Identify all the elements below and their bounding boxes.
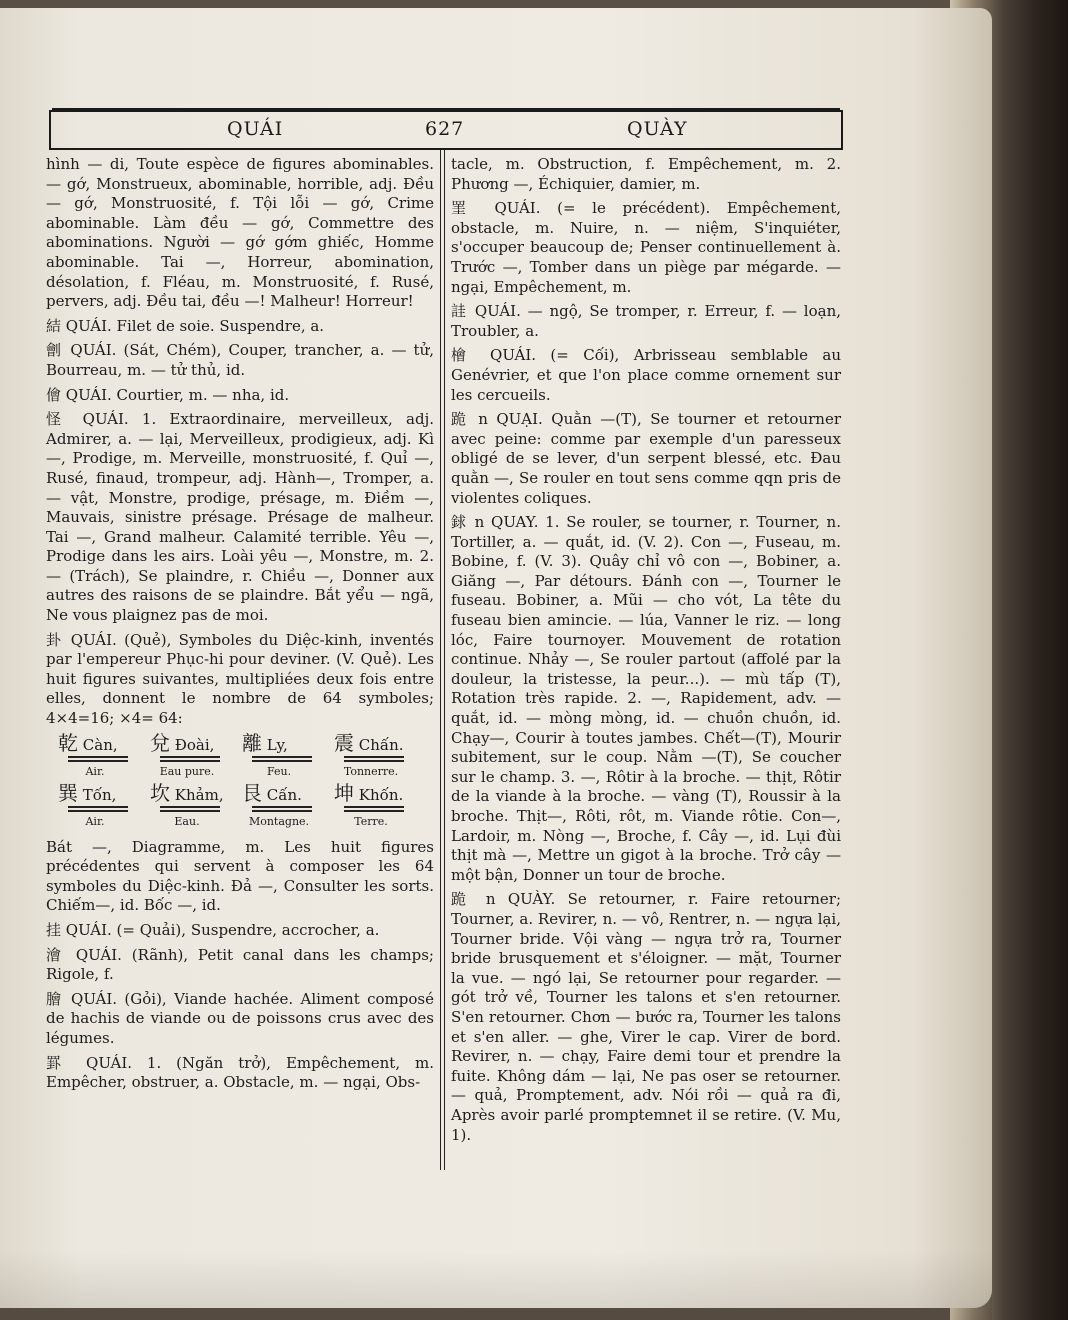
entry-paragraph: 劊 QUÁI. (Sát, Chém), Couper, trancher, a. — tử, Bourreau, m. — tử thủ, id. [46,341,434,379]
trigram-label [238,780,330,806]
trigram-name: Đoài, [174,735,215,754]
trigram-label [54,730,146,756]
trigram-cell [146,730,238,784]
trigram-meaning: Terre. [354,815,388,829]
entry-paragraph: 銶 n QUAY. 1. Se rouler, se tourner, r. Tourner, n. Tortiller, a. — quắt, id. (V. 2). Con —, Fuseau, m. Bobine, f. (V. 3). Quây chỉ vô con —, Bobiner, a. Giăng —, Par détours. Đánh con —, Tourner le fuseau. Bobiner, a. Mũi — cho vót, La tête du fuseau bien amincie. — lúa, Vanner le riz. — long lóc, Faire tournoyer. Mouvement de rotation continue. Nhảy —, Se rouler partout (affolé par la douleur, la tristesse, la peur...). — mù tấp (T), Rotation très rapide. 2. —, Rapidement, adv. — quắt, id. — mòng mòng, id. — chuồn chuồn, id. Chạy—, Courir à toutes jambes. Chết—(T), Mourir subitement, sur le coup. Nằm —(T), Se coucher sur le champ. 3. —, Rôtir à la broche. — thịt, Rôtir de la viande à la broche. — vàng (T), Roussir à la broche. Thịt—, Rôti, rôt, m. Viande rôtie. Con—, Lardoir, m. Nòng —, Broche, f. Cây —, id. Lụi đùi thịt mà —, Mettre un gigot à la broche. Trở cây — một bận, Donner un tour de broche. [451,513,841,884]
entry-paragraph: 罣 QUÁI. (= le précédent). Empêchement, obstacle, m. Nuire, n. — niệm, S'inquiéter, s'occuper beaucoup de; Penser continuellement à. Trước —, Tomber dans un piège par mégarde. — ngại, Empêchement, m. [451,199,841,296]
page-shadow [0,1250,992,1320]
trigram-label [238,730,330,756]
trigram-label [330,730,422,756]
trigram-cell [54,780,146,834]
entry-paragraph: 挂 QUÁI. (= Quải), Suspendre, accrocher, a. [46,921,380,939]
trigram-cell [146,780,238,834]
trigram-name: Chấn. [358,735,404,754]
entry-paragraph: 檜 QUÁI. (= Cối), Arbrisseau semblable au Genévrier, et que l'on place comme ornement sur les cercueils. [451,346,841,404]
entry-paragraph: 澮 QUÁI. (Rãnh), Petit canal dans les champs; Rigole, f. [46,945,434,984]
trigram-meaning: Tonnerre. [343,765,399,779]
trigram-han: 坎 [150,780,170,805]
trigram-meaning: Eau. [174,815,200,829]
trigram-table [54,730,424,834]
trigram-name: Ly, [266,735,288,754]
trigram-cell [238,780,330,834]
entry-paragraph: 跪 n QUÀY. Se retourner, r. Faire retourner; Tourner, a. Revirer, n. — vô, Rentrer, n. — ngựa lại, Tourner bride. Vội vàng — ngựa trở ra, Tourner bride brusquement et s'éloigner. — mặt, Tourner la vue. — ngó lại, Se retourner pour regarder. — gót trở về, Tourner les talons et s'en retourner. S'en retourner. Chơn — bước ra, Tourner les talons et s'en aller. — ghe, Virer le cap. Virer de bord. Revirer, n. — chạy, Faire demi tour et prendre la fuite. Không dám — lại, Ne pas oser se retourner. — quả, Promptement, adv. Nói rồi — quả ra đi, Après avoir parlé promptemnet il se retire. (V. Mu, 1). [451,890,841,1144]
trigram-cell [330,780,422,834]
page-header [49,110,843,150]
trigram-meaning: Feu. [266,765,292,779]
trigram-han: 乾 [58,730,78,755]
entry-paragraph: 儈 QUÁI. Courtier, m. — nha, id. [46,385,290,404]
trigram-cell [330,730,422,784]
trigram-meaning: Air. [85,815,105,829]
column-divider [440,150,445,1170]
trigram-han: 坤 [334,780,354,805]
page-number: 627 [425,118,465,140]
trigram-name: Càn, [82,735,118,754]
header-right-word: QUÀY [627,118,688,140]
entry-paragraph: 怪 QUÁI. 1. Extraordinaire, merveilleux, adj. Admirer, a. — lại, Merveilleux, prodigieux, adj. Kì —, Prodige, m. Merveille, monstruosité, f. Quỉ —, Rusé, finaud, trompeur, adj. Hành—, Tromper, a. — vật, Monstre, prodige, présage, m. Điềm —, Mauvais, sinistre présage. Présage de malheur. Tai —, Grand malheur. Calamité terrible. Yêu —, Prodige dans les airs. Loài yêu —, Monstre, m. 2. — (Trách), Se plaindre, r. Chiều —, Donner aux autres des raisons de se plaindre. Bắt yểu — ngã, Ne vous plaignez pas de moi. [46,410,434,625]
right-column [451,155,841,1150]
entry-paragraph: 罫 QUÁI. 1. (Ngăn trở), Empêchement, m. Empêcher, obstruer, a. Obstacle, m. — ngại, Obs- [46,1053,434,1092]
trigram-cell [238,730,330,784]
trigram-han: 艮 [242,780,262,805]
trigram-han: 震 [334,730,354,755]
left-column [46,155,434,1098]
entry-paragraph: 結 QUÁI. Filet de soie. Suspendre, a. [46,316,325,335]
trigram-name: Khảm, [174,785,224,804]
trigram-han: 巽 [58,780,78,805]
trigram-meaning: Eau pure. [159,765,215,779]
header-left-word: QUÁI [227,118,284,140]
trigram-han: 兌 [150,730,170,755]
entry-paragraph: Bát —, Diagramme, m. Les huit figures précédentes qui servent à composer les 64 symboles du Diệc-kinh. Đả —, Consulter les sorts. Chiếm—, id. Bốc —, id. [46,837,434,915]
entry-paragraph: 詿 QUÁI. — ngộ, Se tromper, r. Erreur, f. — loạn, Troubler, a. [451,302,841,340]
trigram-name: Tốn, [82,785,117,804]
trigram-meaning: Montagne. [248,815,310,829]
trigram-label [330,780,422,806]
trigram-cell [54,730,146,784]
entry-paragraph: 膾 QUÁI. (Gỏi), Viande hachée. Aliment composé de hachis de viande ou de poissons crus avec des légumes. [46,989,434,1047]
entry-paragraph: tacle, m. Obstruction, f. Empêchement, m. 2. Phương —, Échiquier, damier, m. [451,155,841,193]
trigram-label [146,730,238,756]
trigram-han: 離 [242,730,262,755]
trigram-name: Khốn. [358,785,404,804]
entry-paragraph: 卦 QUÁI. (Quẻ), Symboles du Diệc-kinh, inventés par l'empereur Phục-hi pour deviner. (V. Quẻ). Les huit figures suivantes, multipliées deux fois entre elles, donnent le nombre de 64 symboles; 4×4=16; ×4= 64: [46,630,434,728]
entry-paragraph: 跪 n QUẠI. Quằn —(T), Se tourner et retourner avec peine: comme par exemple d'un paresseux obligé de se lever, d'un serpent blessé, etc. Đau quằn —, Se rouler en tout sens comme qqn pris de violentes coliques. [451,410,841,507]
trigram-label [146,780,238,806]
trigram-name: Cấn. [266,785,302,804]
trigram-meaning: Air. [85,765,105,779]
entry-paragraph: hình — di, Toute espèce de figures abominables. — gớ, Monstrueux, abominable, horrible, adj. Đều — gớ, Monstruosité, f. Tội lỗi — gớ, Crime abominable. Làm đều — gớ, Commettre des abominations. Người — gớ gớm ghiếc, Homme abominable. Tai —, Horreur, abomination, désolation, f. Fléau, m. Monstruosité, f. Rusé, pervers, adj. Đều tai, đều —! Malheur! Horreur! [46,155,434,311]
trigram-label [54,780,146,806]
